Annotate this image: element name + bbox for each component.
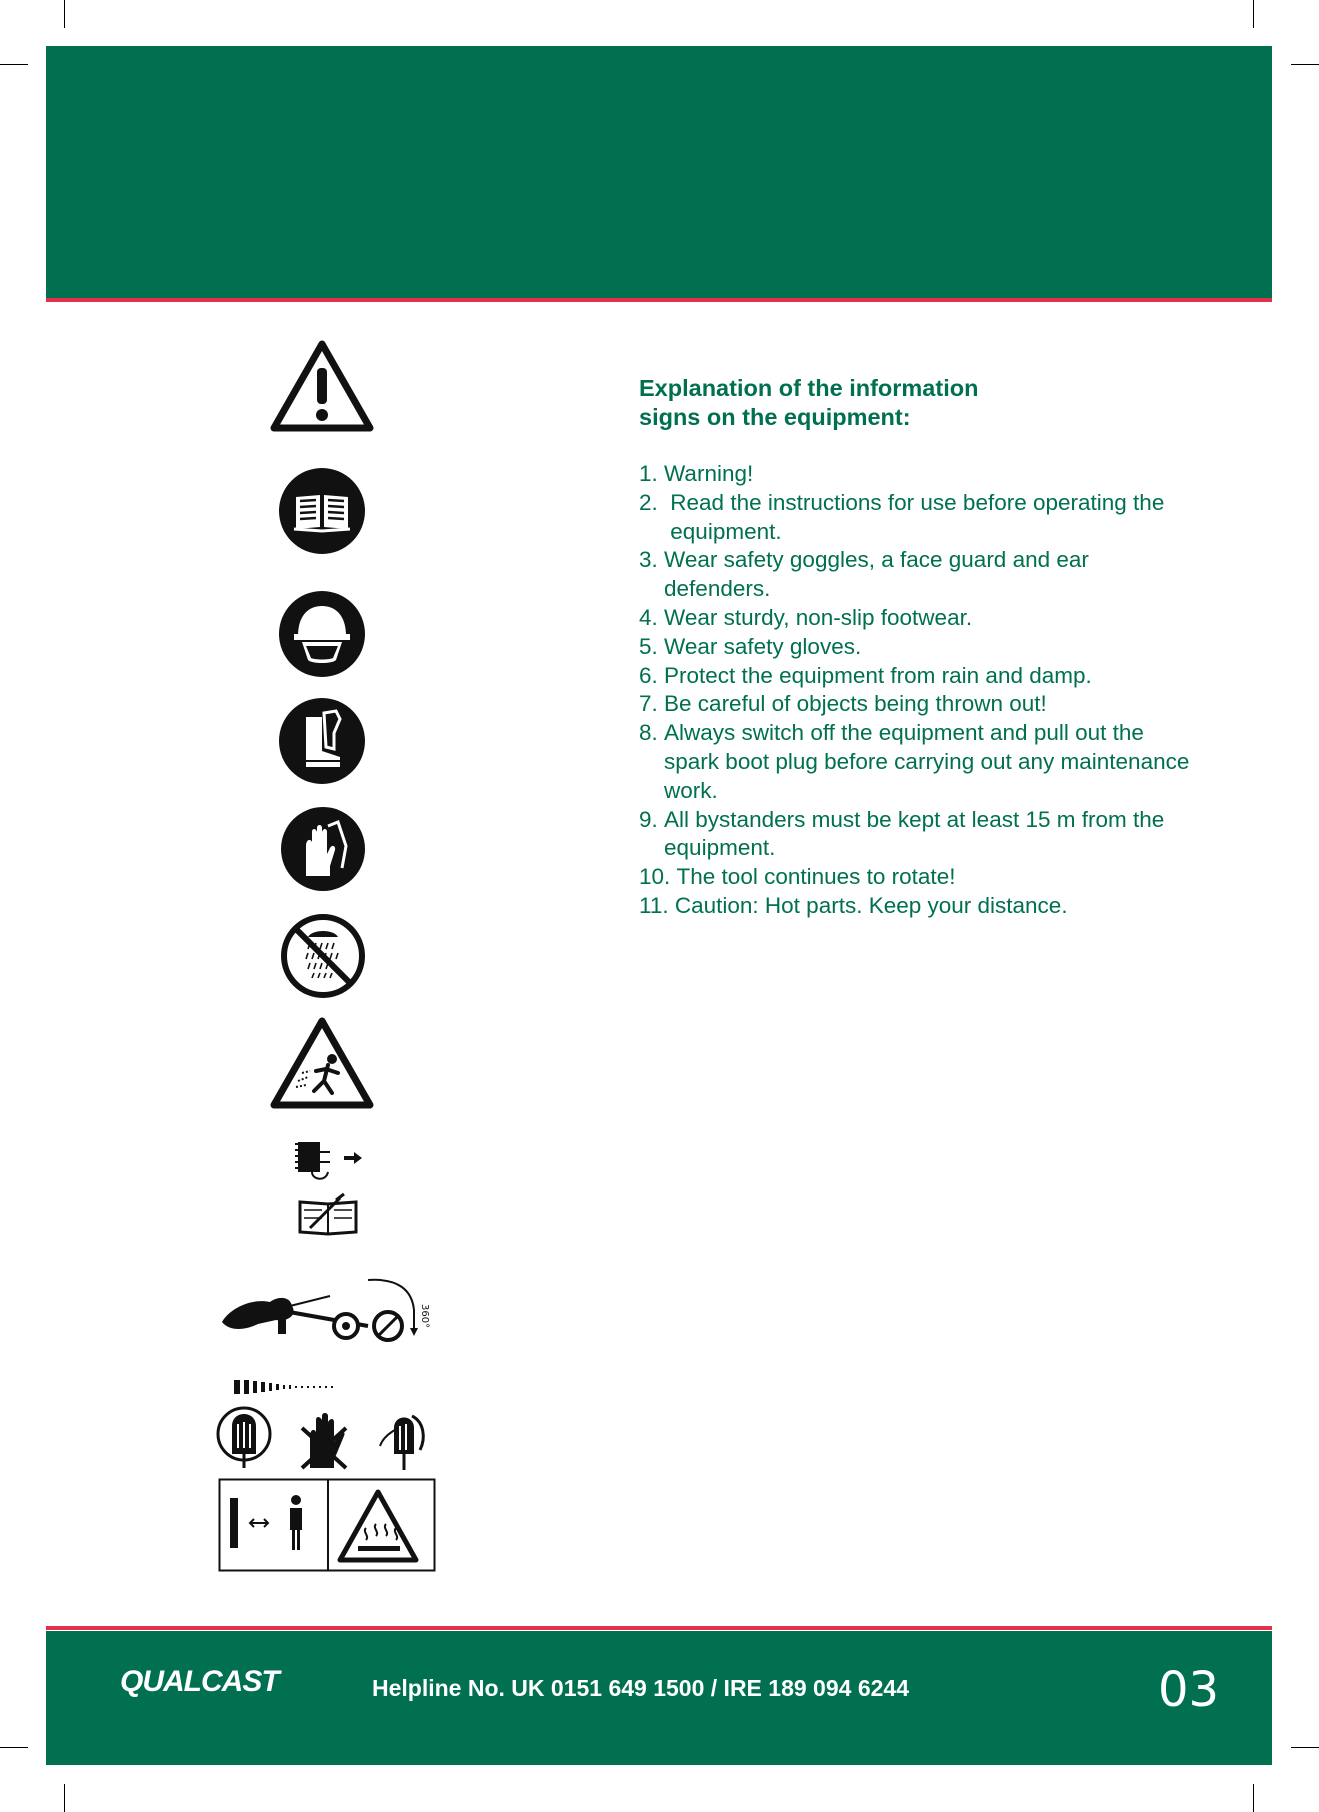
warning-triangle-icon <box>268 338 376 434</box>
thrown-objects-icon <box>268 1015 376 1111</box>
list-item-number: 11. <box>639 892 675 918</box>
helmet-visor-icon <box>278 590 366 678</box>
crop-mark <box>64 1784 65 1812</box>
list-item-number: 7. <box>639 691 665 717</box>
explanation-heading <box>639 374 1199 432</box>
keep-distance-hot-parts-icon <box>218 1478 436 1572</box>
boots-icon <box>278 697 366 785</box>
list-item-number: 5. <box>639 633 665 659</box>
list-item-number: 8. <box>639 720 665 746</box>
list-item-text: Wear sturdy, non-slip footwear. <box>664 604 973 630</box>
crop-mark <box>64 0 65 28</box>
list-item-number: 10. <box>639 864 677 890</box>
list-item-text: Caution: Hot parts. Keep your distance. <box>674 892 1068 918</box>
list-item-text: Read the instructions for use before operating the equipment. <box>670 489 1165 544</box>
explanation-heading-line2: signs on the equipment: <box>639 404 911 430</box>
list-item-number: 2. <box>639 489 671 515</box>
crop-mark <box>1291 64 1319 65</box>
list-item-text: Protect the equipment from rain and damp. <box>664 662 1092 688</box>
crop-mark <box>1253 1784 1254 1812</box>
spark-plug-maintenance-icon <box>292 1138 368 1242</box>
helpline-text: Helpline No. UK 0151 649 1500 / IRE 189 094 6244 <box>372 1675 909 1701</box>
read-manual-icon <box>278 467 366 555</box>
list-item-number: 1. <box>639 461 665 486</box>
list-item <box>639 489 1199 547</box>
list-item-text: The tool continues to rotate! <box>676 864 956 890</box>
crop-mark <box>1253 0 1254 28</box>
signs-list <box>639 460 1199 921</box>
list-item <box>639 719 1199 805</box>
explanation-section <box>639 374 1199 921</box>
list-item <box>639 546 1199 604</box>
list-item <box>639 604 1199 633</box>
list-item <box>639 662 1199 691</box>
rotation-label: 360° <box>419 1304 430 1329</box>
list-item <box>639 690 1199 719</box>
crop-mark <box>0 1747 28 1748</box>
list-item-number: 6. <box>639 662 665 688</box>
qualcast-logo: QUALCAST <box>120 1665 279 1698</box>
list-item <box>639 892 1199 921</box>
footer-red-rule <box>46 1626 1272 1630</box>
crop-mark <box>0 64 28 65</box>
list-item-text: Wear safety gloves. <box>664 633 862 659</box>
list-item-number: 9. <box>639 806 665 832</box>
list-item-text: All bystanders must be kept at least 15 m from the equipment. <box>664 806 1165 861</box>
list-item <box>639 863 1199 892</box>
list-item-text: Wear safety goggles, a face guard and ear defenders. <box>664 547 1089 602</box>
list-item-number: 4. <box>639 604 665 630</box>
rotating-tool-icon <box>214 1376 440 1472</box>
list-item <box>639 633 1199 662</box>
list-item <box>639 806 1199 864</box>
crop-mark <box>1291 1747 1319 1748</box>
list-item-text: Always switch off the equipment and pull out the spark boot plug before carrying out any maintenance work. <box>664 720 1190 803</box>
list-item-text: Be careful of objects being thrown out! <box>664 691 1047 717</box>
trimmer-rotation-icon <box>218 1270 440 1346</box>
gloves-icon <box>280 806 366 892</box>
no-rain-icon <box>280 913 366 999</box>
page-number: 03 <box>1158 1662 1220 1718</box>
header-red-rule <box>46 298 1272 302</box>
list-item <box>639 460 1199 489</box>
list-item-text: Warning! <box>664 461 754 486</box>
header-band <box>46 46 1272 298</box>
explanation-heading-line1: Explanation of the information <box>639 375 979 401</box>
list-item-number: 3. <box>639 547 665 573</box>
